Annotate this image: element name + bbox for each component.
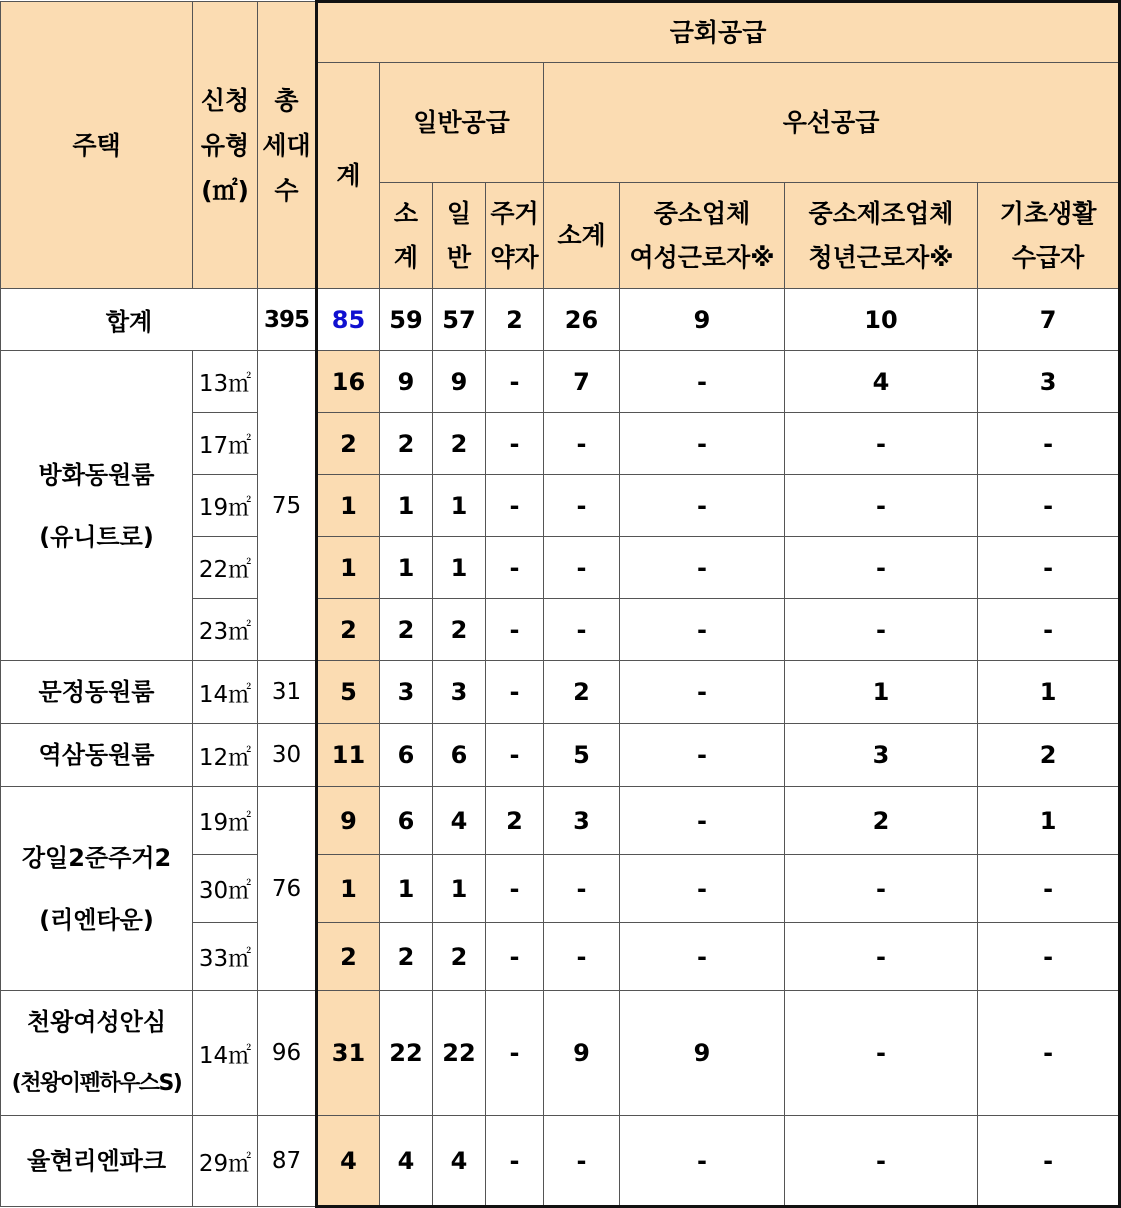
table-row bbox=[1, 1116, 1120, 1207]
gen-vulnerable-cell: 2 bbox=[486, 787, 544, 855]
header-pri-basic: 기초생활 수급자 bbox=[978, 183, 1120, 289]
pri-basic-cell: - bbox=[978, 537, 1120, 599]
gen-general-cell: 22 bbox=[433, 991, 486, 1116]
area-cell: 14㎡ bbox=[193, 661, 258, 724]
pri-basic-cell: - bbox=[978, 991, 1120, 1116]
pri-sme-youth-cell: 1 bbox=[785, 661, 978, 724]
table-header bbox=[1, 2, 1120, 289]
pri-subtotal-cell: - bbox=[544, 413, 620, 475]
pri-sme-youth-cell: - bbox=[785, 855, 978, 923]
gen-subtotal-cell: 2 bbox=[380, 599, 433, 661]
sum-cell: 1 bbox=[317, 537, 380, 599]
total-units-cell: 87 bbox=[258, 1116, 317, 1207]
area-cell: 22㎡ bbox=[193, 537, 258, 599]
housing-name-cell bbox=[1, 991, 193, 1116]
gen-general-cell: 4 bbox=[433, 787, 486, 855]
area-cell: 13㎡ bbox=[193, 351, 258, 413]
table-row bbox=[1, 724, 1120, 787]
total-units-cell: 30 bbox=[258, 724, 317, 787]
housing-name-line: (리엔타운) bbox=[39, 905, 154, 934]
pri-subtotal-cell: - bbox=[544, 599, 620, 661]
pri-basic-cell: 1 bbox=[978, 661, 1120, 724]
sum-cell: 1 bbox=[317, 855, 380, 923]
housing-name-line: 율현리엔파크 bbox=[26, 1147, 167, 1175]
total-units-cell: 75 bbox=[258, 351, 317, 661]
total-units-cell: 96 bbox=[258, 991, 317, 1116]
total-units-cell: 31 bbox=[258, 661, 317, 724]
pri-sme-women-cell: - bbox=[620, 724, 785, 787]
pri-sme-youth-cell: 10 bbox=[785, 289, 978, 351]
pri-basic-cell: 1 bbox=[978, 787, 1120, 855]
header-general-supply: 일반공급 bbox=[380, 63, 544, 183]
gen-general-cell: 6 bbox=[433, 724, 486, 787]
pri-sme-youth-cell: - bbox=[785, 1116, 978, 1207]
area-cell: 33㎡ bbox=[193, 923, 258, 991]
housing-name-line: 역삼동원룸 bbox=[38, 741, 155, 769]
housing-name-cell bbox=[1, 351, 193, 661]
gen-general-cell: 2 bbox=[433, 599, 486, 661]
housing-name-cell bbox=[1, 1116, 193, 1207]
sum-cell: 31 bbox=[317, 991, 380, 1116]
housing-name-line: (유니트로) bbox=[39, 522, 154, 551]
gen-vulnerable-cell: - bbox=[486, 923, 544, 991]
pri-basic-cell: - bbox=[978, 413, 1120, 475]
pri-subtotal-cell: 5 bbox=[544, 724, 620, 787]
table-row bbox=[1, 787, 1120, 855]
header-pri-sme-women: 중소업체 여성근로자※ bbox=[620, 183, 785, 289]
gen-general-cell: 57 bbox=[433, 289, 486, 351]
pri-basic-cell: - bbox=[978, 599, 1120, 661]
header-apply-type: 신청 유형 (㎡) bbox=[193, 2, 258, 289]
table-row bbox=[1, 661, 1120, 724]
gen-general-cell: 3 bbox=[433, 661, 486, 724]
sum-cell: 4 bbox=[317, 1116, 380, 1207]
pri-subtotal-cell: 26 bbox=[544, 289, 620, 351]
pri-sme-youth-cell: - bbox=[785, 537, 978, 599]
housing-name-cell bbox=[1, 787, 193, 991]
header-pri-subtotal: 소계 bbox=[544, 183, 620, 289]
pri-sme-women-cell: - bbox=[620, 537, 785, 599]
gen-subtotal-cell: 6 bbox=[380, 787, 433, 855]
header-pri-sme-youth: 중소제조업체 청년근로자※ bbox=[785, 183, 978, 289]
header-current-supply: 금회공급 bbox=[317, 2, 1120, 63]
area-cell: 30㎡ bbox=[193, 855, 258, 923]
gen-subtotal-cell: 6 bbox=[380, 724, 433, 787]
gen-subtotal-cell: 9 bbox=[380, 351, 433, 413]
gen-vulnerable-cell: - bbox=[486, 724, 544, 787]
gen-general-cell: 1 bbox=[433, 855, 486, 923]
pri-sme-women-cell: - bbox=[620, 787, 785, 855]
pri-subtotal-cell: - bbox=[544, 1116, 620, 1207]
pri-sme-women-cell: - bbox=[620, 599, 785, 661]
gen-subtotal-cell: 1 bbox=[380, 475, 433, 537]
pri-sme-women-cell: - bbox=[620, 855, 785, 923]
total-row bbox=[1, 289, 1120, 351]
sum-cell: 11 bbox=[317, 724, 380, 787]
gen-subtotal-cell: 2 bbox=[380, 413, 433, 475]
pri-sme-women-cell: - bbox=[620, 475, 785, 537]
housing-name-cell bbox=[1, 661, 193, 724]
gen-subtotal-cell: 1 bbox=[380, 855, 433, 923]
pri-subtotal-cell: 3 bbox=[544, 787, 620, 855]
total-label: 합계 bbox=[1, 289, 258, 351]
pri-basic-cell: - bbox=[978, 475, 1120, 537]
pri-basic-cell: - bbox=[978, 1116, 1120, 1207]
pri-sme-youth-cell: 4 bbox=[785, 351, 978, 413]
total-units-cell: 395 bbox=[258, 289, 317, 351]
sum-cell: 2 bbox=[317, 923, 380, 991]
pri-basic-cell: 7 bbox=[978, 289, 1120, 351]
area-cell: 17㎡ bbox=[193, 413, 258, 475]
pri-basic-cell: 2 bbox=[978, 724, 1120, 787]
pri-sme-women-cell: - bbox=[620, 413, 785, 475]
housing-name-cell bbox=[1, 724, 193, 787]
gen-subtotal-cell: 4 bbox=[380, 1116, 433, 1207]
housing-name-line: 방화동원룸 bbox=[38, 460, 155, 489]
housing-name-line: 문정동원룸 bbox=[38, 678, 155, 706]
header-gen-general: 일 반 bbox=[433, 183, 486, 289]
pri-basic-cell: - bbox=[978, 855, 1120, 923]
area-cell: 19㎡ bbox=[193, 475, 258, 537]
housing-name-line: 강일2준주거2 bbox=[21, 843, 172, 872]
gen-vulnerable-cell: - bbox=[486, 413, 544, 475]
pri-sme-women-cell: 9 bbox=[620, 289, 785, 351]
gen-vulnerable-cell: - bbox=[486, 351, 544, 413]
gen-vulnerable-cell: 2 bbox=[486, 289, 544, 351]
gen-vulnerable-cell: - bbox=[486, 661, 544, 724]
sum-cell: 16 bbox=[317, 351, 380, 413]
table-body bbox=[1, 289, 1120, 1207]
gen-subtotal-cell: 3 bbox=[380, 661, 433, 724]
gen-general-cell: 1 bbox=[433, 537, 486, 599]
area-cell: 29㎡ bbox=[193, 1116, 258, 1207]
sum-cell: 2 bbox=[317, 599, 380, 661]
pri-sme-youth-cell: 2 bbox=[785, 787, 978, 855]
pri-sme-youth-cell: - bbox=[785, 599, 978, 661]
table-row bbox=[1, 991, 1120, 1116]
pri-sme-women-cell: - bbox=[620, 351, 785, 413]
pri-basic-cell: - bbox=[978, 923, 1120, 991]
gen-general-cell: 4 bbox=[433, 1116, 486, 1207]
housing-name-line: 천왕여성안심 bbox=[26, 1008, 167, 1036]
header-gen-subtotal: 소 계 bbox=[380, 183, 433, 289]
housing-name-line: (천왕이펜하우스S) bbox=[11, 1071, 182, 1096]
sum-cell: 5 bbox=[317, 661, 380, 724]
header-sum: 계 bbox=[317, 63, 380, 289]
pri-subtotal-cell: - bbox=[544, 475, 620, 537]
sum-cell: 1 bbox=[317, 475, 380, 537]
gen-general-cell: 9 bbox=[433, 351, 486, 413]
pri-subtotal-cell: 2 bbox=[544, 661, 620, 724]
gen-vulnerable-cell: - bbox=[486, 991, 544, 1116]
gen-vulnerable-cell: - bbox=[486, 855, 544, 923]
pri-subtotal-cell: 7 bbox=[544, 351, 620, 413]
sum-cell: 2 bbox=[317, 413, 380, 475]
gen-vulnerable-cell: - bbox=[486, 599, 544, 661]
header-gen-vulnerable: 주거 약자 bbox=[486, 183, 544, 289]
area-cell: 12㎡ bbox=[193, 724, 258, 787]
pri-sme-youth-cell: - bbox=[785, 991, 978, 1116]
pri-subtotal-cell: 9 bbox=[544, 991, 620, 1116]
gen-general-cell: 2 bbox=[433, 923, 486, 991]
total-units-cell: 76 bbox=[258, 787, 317, 991]
pri-sme-youth-cell: - bbox=[785, 413, 978, 475]
pri-sme-women-cell: - bbox=[620, 661, 785, 724]
sum-cell: 9 bbox=[317, 787, 380, 855]
pri-subtotal-cell: - bbox=[544, 855, 620, 923]
gen-subtotal-cell: 1 bbox=[380, 537, 433, 599]
gen-general-cell: 1 bbox=[433, 475, 486, 537]
sum-cell: 85 bbox=[317, 289, 380, 351]
area-cell: 14㎡ bbox=[193, 991, 258, 1116]
pri-sme-women-cell: - bbox=[620, 1116, 785, 1207]
pri-sme-youth-cell: - bbox=[785, 475, 978, 537]
pri-subtotal-cell: - bbox=[544, 537, 620, 599]
header-total-units: 총 세대 수 bbox=[258, 2, 317, 289]
area-cell: 23㎡ bbox=[193, 599, 258, 661]
pri-sme-youth-cell: - bbox=[785, 923, 978, 991]
pri-basic-cell: 3 bbox=[978, 351, 1120, 413]
pri-sme-youth-cell: 3 bbox=[785, 724, 978, 787]
gen-subtotal-cell: 22 bbox=[380, 991, 433, 1116]
gen-vulnerable-cell: - bbox=[486, 475, 544, 537]
gen-general-cell: 2 bbox=[433, 413, 486, 475]
area-cell: 19㎡ bbox=[193, 787, 258, 855]
gen-vulnerable-cell: - bbox=[486, 1116, 544, 1207]
pri-subtotal-cell: - bbox=[544, 923, 620, 991]
table-row bbox=[1, 351, 1120, 413]
header-priority-supply: 우선공급 bbox=[544, 63, 1120, 183]
pri-sme-women-cell: - bbox=[620, 923, 785, 991]
gen-subtotal-cell: 2 bbox=[380, 923, 433, 991]
gen-subtotal-cell: 59 bbox=[380, 289, 433, 351]
header-housing: 주택 bbox=[1, 2, 193, 289]
pri-sme-women-cell: 9 bbox=[620, 991, 785, 1116]
gen-vulnerable-cell: - bbox=[486, 537, 544, 599]
